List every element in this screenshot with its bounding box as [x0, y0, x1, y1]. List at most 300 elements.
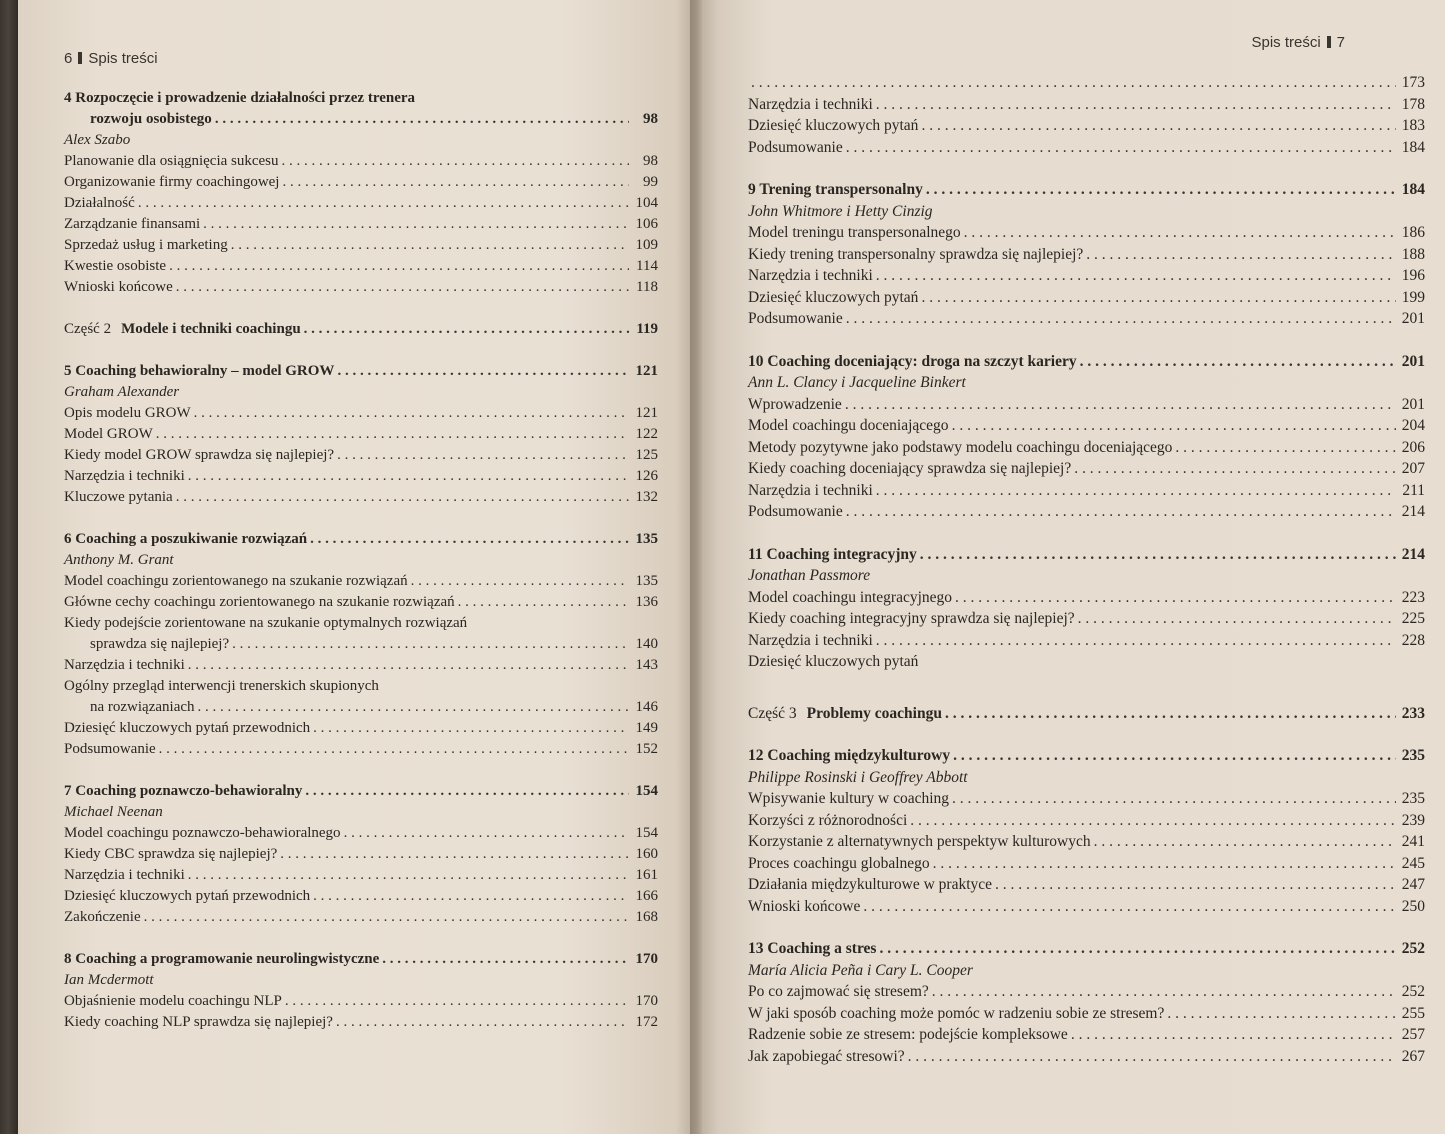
toc-entry-title: Działalność [64, 195, 135, 211]
toc-entry [64, 256, 658, 277]
chapter-entry [748, 544, 1425, 566]
toc-entry-title: Kwestie osobiste [64, 258, 167, 274]
toc-page-number: 121 [635, 363, 658, 379]
section-gap [64, 928, 658, 949]
toc-entry [64, 718, 658, 739]
section-gap [748, 673, 1425, 703]
toc-page-number: 135 [635, 573, 658, 589]
toc-entry [64, 571, 658, 592]
toc-entry-title: Proces coachingu globalnego [748, 854, 930, 872]
toc-page-number: 126 [635, 468, 658, 484]
dot-leader [159, 739, 629, 760]
dot-leader [995, 874, 1396, 896]
toc-page-number: 119 [636, 321, 658, 337]
toc-entry-title: Problemy coachingu [806, 704, 942, 722]
toc-page-number: 98 [643, 111, 658, 127]
chapter-entry [64, 781, 658, 802]
toc-entry [748, 394, 1425, 416]
dot-leader [176, 487, 629, 508]
dot-leader [952, 415, 1396, 437]
dot-leader [411, 571, 629, 592]
toc-entry-title: Narzędzia i techniki [64, 468, 185, 484]
section-gap [64, 508, 658, 529]
toc-entry-title: 5 Coaching behawioralny – model GROW [64, 363, 335, 379]
toc-entry-title: 8 Coaching a programowanie neurolingwistyczne [64, 951, 380, 967]
toc-page-number: 199 [1401, 288, 1425, 306]
dot-leader [846, 137, 1396, 159]
toc-entry [64, 445, 658, 466]
section-gap [748, 724, 1425, 745]
section-gap [64, 760, 658, 781]
toc-entry-title: Podsumowanie [748, 310, 843, 327]
dot-leader [920, 544, 1396, 566]
toc-page-number: 172 [635, 1014, 658, 1030]
toc-page-number: 184 [1401, 181, 1425, 198]
toc-entry [64, 235, 658, 256]
toc-entry-title: Działania międzykulturowe w praktyce [748, 876, 993, 893]
toc-entry [748, 981, 1425, 1003]
dot-leader [304, 319, 629, 340]
toc-entry [748, 415, 1425, 437]
toc-entry [64, 1012, 658, 1033]
toc-entry-title: Kiedy CBC sprawdza się najlepiej? [64, 846, 278, 862]
right-page [696, 0, 1445, 1134]
toc-entry [748, 608, 1425, 630]
chapter-author: Anthony M. Grant [64, 552, 174, 568]
toc-entry [748, 72, 1425, 94]
toc-page-number: 239 [1401, 811, 1425, 829]
toc-entry [64, 739, 658, 760]
toc-entry [748, 137, 1425, 159]
toc-entry-title: Zakończenie [64, 909, 141, 925]
toc-page-number: 121 [635, 405, 658, 421]
toc-page-number: 154 [635, 783, 658, 799]
dot-leader [188, 655, 629, 676]
toc-page-number: 149 [635, 720, 658, 736]
toc-entry [64, 424, 658, 445]
dot-leader [382, 949, 629, 970]
toc-entry [64, 403, 658, 424]
dot-leader [1167, 1003, 1396, 1025]
toc-page-number: 160 [635, 846, 658, 862]
section-gap [748, 523, 1425, 544]
toc-page-number: 247 [1401, 876, 1425, 893]
toc-entry [748, 244, 1425, 266]
toc-page-number: 106 [635, 216, 658, 232]
toc-page-number: 170 [635, 993, 658, 1009]
toc-entry [64, 277, 658, 298]
toc-entry [64, 865, 658, 886]
toc-entry [748, 874, 1425, 896]
toc-entry-title: Model treningu transpersonalnego [748, 224, 961, 241]
section-gap [64, 340, 658, 361]
chapter-entry [64, 949, 658, 970]
toc-entry-text: Ogólny przegląd interwencji trenerskich skupionych [64, 678, 379, 694]
toc-entry-title: Zarządzanie finansami [64, 216, 201, 232]
chapter-author: Ian Mcdermott [64, 972, 154, 988]
toc-entry-title: Podsumowanie [64, 741, 156, 757]
toc-entry-title: Korzyści z różnorodności [748, 811, 908, 829]
toc-entry-title: Kiedy trening transpersonalny sprawdza się najlepiej? [748, 245, 1084, 263]
toc-entry [64, 151, 658, 172]
dot-leader [156, 424, 629, 445]
toc-page-number: 235 [1401, 747, 1425, 764]
toc-entry-title: Narzędzia i techniki [748, 631, 873, 649]
separator-mark [1327, 36, 1331, 48]
toc-page-number: 178 [1401, 95, 1425, 113]
toc-entry [64, 697, 658, 718]
toc-page-number: 207 [1401, 460, 1425, 477]
toc-entry-title: Jak zapobiegać stresowi? [748, 1047, 905, 1065]
dot-leader [876, 480, 1396, 502]
dot-leader [285, 991, 629, 1012]
toc-page-number: 241 [1401, 833, 1425, 850]
dot-leader [344, 823, 629, 844]
toc-entry-title: Po co zajmować się stresem? [748, 983, 929, 1000]
toc-page-number: 252 [1401, 940, 1425, 957]
toc-entry-title: Modele i techniki coachingu [121, 321, 301, 337]
dot-leader [280, 844, 629, 865]
toc-entry [748, 115, 1425, 137]
toc-entry-title: Model GROW [64, 426, 153, 442]
toc-entry [748, 630, 1425, 652]
toc-entry-title: Narzędzia i techniki [748, 481, 873, 499]
dot-leader [926, 179, 1396, 201]
toc-entry-title: rozwoju osobistego [90, 111, 212, 127]
separator-mark [78, 52, 82, 64]
toc-page-number: 223 [1401, 588, 1425, 606]
dot-leader [337, 445, 629, 466]
toc-page-number: 98 [643, 153, 658, 169]
dot-leader [945, 703, 1396, 725]
toc-entry [748, 287, 1425, 309]
dot-leader [921, 287, 1396, 309]
toc-entry-title: Model coachingu zorientowanego na szukanie rozwiązań [64, 573, 408, 589]
book-gutter [690, 0, 702, 1134]
dot-leader [845, 394, 1396, 416]
toc-entry-title: Wnioski końcowe [64, 279, 173, 295]
toc-entry [748, 831, 1425, 853]
dot-leader [138, 193, 629, 214]
dot-leader [751, 72, 1396, 94]
toc-entry-title: Objaśnienie modelu coachingu NLP [64, 993, 282, 1009]
toc-page-number: 132 [635, 489, 658, 505]
toc-page-number: 245 [1401, 854, 1425, 872]
dot-leader [203, 214, 629, 235]
toc-entry-title: Wpisywanie kultury w coaching [748, 790, 950, 807]
toc-entry [748, 587, 1425, 609]
toc-entry-title: Narzędzia i techniki [748, 95, 873, 113]
toc-entry-text: Dziesięć kluczowych pytań [748, 653, 919, 670]
part-entry [64, 319, 658, 340]
dot-leader [188, 466, 629, 487]
dot-leader [933, 853, 1396, 875]
toc-entry-title: Dziesięć kluczowych pytań przewodnich [64, 720, 311, 736]
toc-entry [64, 193, 658, 214]
dot-leader [458, 592, 629, 613]
dot-leader [194, 403, 629, 424]
dot-leader [846, 501, 1396, 523]
chapter-author: Alex Szabo [64, 132, 131, 148]
chapter-author: Michael Neenan [64, 804, 163, 820]
dot-leader [1086, 244, 1396, 266]
toc-entry-title: Organizowanie firmy coachingowej [64, 174, 280, 190]
dot-leader [144, 907, 629, 928]
toc-page-number: 140 [635, 636, 658, 652]
toc-page-number: 211 [1402, 481, 1425, 499]
dot-leader [910, 810, 1396, 832]
toc-entry [64, 655, 658, 676]
toc-entry-text: Kiedy podejście zorientowane na szukanie optymalnych rozwiązań [64, 615, 468, 631]
toc-entry-title: 11 Coaching integracyjny [748, 545, 917, 563]
toc-entry [748, 1046, 1425, 1068]
toc-entry [748, 788, 1425, 810]
toc-page-number: 228 [1401, 631, 1425, 649]
dot-leader [863, 896, 1396, 918]
chapter-entry [748, 938, 1425, 960]
toc-page-number: 184 [1401, 138, 1425, 156]
toc-page-number: 188 [1401, 245, 1425, 263]
toc-page-number: 168 [635, 909, 658, 925]
dot-leader [188, 865, 629, 886]
toc-page-number: 214 [1401, 503, 1425, 520]
toc-page-number: 201 [1401, 395, 1425, 413]
toc-page-number: 99 [643, 174, 658, 190]
toc-entry-title: 6 Coaching a poszukiwanie rozwiązań [64, 531, 308, 547]
dot-leader [1175, 437, 1396, 459]
toc-entry-title: Dziesięć kluczowych pytań [748, 117, 919, 134]
toc-entry [748, 853, 1425, 875]
right-toc [748, 72, 1425, 1067]
dot-leader [336, 1012, 629, 1033]
toc-entry-title: 12 Coaching międzykulturowy [748, 747, 951, 764]
dot-leader [305, 781, 629, 802]
toc-page-number: 257 [1401, 1026, 1425, 1043]
chapter-title: 4 Rozpoczęcie i prowadzenie działalności przez trenera [64, 90, 416, 106]
toc-page-number: 201 [1401, 352, 1425, 370]
dot-leader [952, 788, 1396, 810]
toc-entry [748, 480, 1425, 502]
dot-leader [908, 1046, 1396, 1068]
chapter-author: Jonathan Passmore [748, 567, 871, 584]
dot-leader [876, 265, 1396, 287]
section-gap [748, 158, 1425, 179]
dot-leader [313, 718, 629, 739]
left-page [18, 0, 696, 1134]
toc-entry-title: Narzędzia i techniki [64, 867, 185, 883]
toc-entry [64, 172, 658, 193]
toc-entry [748, 437, 1425, 459]
dot-leader [921, 115, 1396, 137]
toc-entry [64, 466, 658, 487]
toc-entry [64, 214, 658, 235]
toc-page-number: 118 [636, 279, 658, 295]
toc-page-number: 206 [1401, 438, 1425, 456]
toc-entry [64, 823, 658, 844]
toc-entry-title: Kiedy coaching doceniający sprawdza się najlepiej? [748, 460, 1072, 477]
chapter-author: María Alicia Peña i Cary L. Cooper [748, 961, 973, 979]
toc-entry [64, 592, 658, 613]
dot-leader [337, 361, 629, 382]
right-running-title: Spis treści [1251, 34, 1321, 51]
dot-leader [953, 745, 1396, 767]
toc-entry-title: Metody pozytywne jako podstawy modelu coachingu doceniającego [748, 438, 1173, 456]
toc-entry [64, 634, 658, 655]
left-running-head [64, 50, 658, 88]
toc-entry-title: Główne cechy coachingu zorientowanego na szukanie rozwiązań [64, 594, 455, 610]
toc-entry-title: 10 Coaching doceniający: droga na szczyt kariery [748, 352, 1077, 370]
chapter-author: John Whitmore i Hetty Cinzig [748, 202, 933, 220]
part-number: Część 2 [64, 321, 112, 337]
dot-leader [169, 256, 629, 277]
toc-page-number: 135 [635, 531, 658, 547]
dot-leader [310, 529, 629, 550]
toc-entry-title: Wprowadzenie [748, 395, 842, 413]
toc-entry-title: 13 Coaching a stres [748, 940, 877, 957]
toc-entry [748, 810, 1425, 832]
toc-page-number: 114 [636, 258, 658, 274]
toc-entry [64, 907, 658, 928]
toc-entry-title: Kiedy coaching NLP sprawdza się najlepiej? [64, 1014, 333, 1030]
chapter-entry [64, 361, 658, 382]
toc-entry-title: Dziesięć kluczowych pytań przewodnich [64, 888, 311, 904]
toc-entry [748, 1003, 1425, 1025]
toc-entry [748, 222, 1425, 244]
toc-page-number: 186 [1401, 224, 1425, 241]
dot-leader [313, 886, 629, 907]
toc-page-number: 122 [635, 426, 658, 442]
toc-page-number: 154 [635, 825, 658, 841]
toc-entry-title: Wnioski końcowe [748, 897, 861, 915]
toc-page-number: 125 [635, 447, 658, 463]
toc-page-number: 214 [1401, 545, 1425, 563]
toc-entry [64, 844, 658, 865]
toc-page-number: 152 [635, 741, 658, 757]
toc-page-number: 109 [635, 237, 658, 253]
toc-entry [64, 886, 658, 907]
toc-entry-title: Radzenie sobie ze stresem: podejście kompleksowe [748, 1026, 1068, 1043]
dot-leader [231, 235, 629, 256]
toc-entry-title: W jaki sposób coaching może pomóc w radzeniu sobie ze stresem? [748, 1004, 1165, 1022]
toc-entry [748, 458, 1425, 480]
dot-leader [215, 109, 629, 130]
dot-leader [964, 222, 1396, 244]
chapter-entry [64, 529, 658, 550]
toc-entry-title: Podsumowanie [748, 503, 843, 520]
toc-entry-title: Korzystanie z alternatywnych perspektyw kulturowych [748, 833, 1091, 850]
part-entry [748, 703, 1425, 725]
dot-leader [876, 630, 1396, 652]
toc-entry-title: 9 Trening transpersonalny [748, 181, 923, 198]
toc-page-number: 255 [1401, 1004, 1425, 1022]
dot-leader [1074, 458, 1396, 480]
left-page-number: 6 [64, 50, 73, 67]
toc-page-number: 233 [1401, 704, 1425, 722]
section-gap [748, 917, 1425, 938]
toc-page-number: 204 [1401, 417, 1425, 434]
toc-page-number: 166 [635, 888, 658, 904]
part-number: Część 3 [748, 704, 797, 722]
toc-page-number: 201 [1401, 310, 1425, 327]
toc-page-number: 173 [1401, 74, 1425, 91]
dot-leader [198, 697, 629, 718]
section-gap [748, 330, 1425, 351]
toc-entry-title: Sprzedaż usług i marketing [64, 237, 228, 253]
dot-leader [232, 634, 629, 655]
toc-entry-title: Narzędzia i techniki [748, 267, 873, 284]
toc-page-number: 146 [635, 699, 658, 715]
toc-page-number: 161 [635, 867, 658, 883]
dot-leader [932, 981, 1396, 1003]
toc-page-number: 143 [635, 657, 658, 673]
toc-entry-title: Podsumowanie [748, 138, 843, 156]
toc-entry [748, 94, 1425, 116]
toc-entry [64, 487, 658, 508]
dot-leader [876, 94, 1396, 116]
dot-leader [846, 308, 1396, 330]
toc-entry-title: Kiedy coaching integracyjny sprawdza się najlepiej? [748, 610, 1075, 627]
chapter-author: Philippe Rosinski i Geoffrey Abbott [748, 768, 968, 786]
toc-page-number: 250 [1401, 897, 1425, 915]
chapter-entry [748, 745, 1425, 767]
dot-leader [1080, 351, 1396, 373]
right-page-number: 7 [1336, 34, 1345, 51]
left-toc [64, 88, 658, 1033]
toc-entry-title: Opis modelu GROW [64, 405, 191, 421]
dot-leader [1071, 1024, 1396, 1046]
toc-entry [748, 308, 1425, 330]
toc-entry-title: na rozwiązaniach [90, 699, 195, 715]
dot-leader [282, 151, 629, 172]
right-running-head [748, 34, 1425, 72]
toc-page-number: 136 [635, 594, 658, 610]
toc-page-number: 196 [1401, 267, 1425, 284]
toc-entry [748, 265, 1425, 287]
toc-entry-title: Kluczowe pytania [64, 489, 173, 505]
chapter-author: Ann L. Clancy i Jacqueline Binkert [748, 374, 966, 391]
toc-entry-title: sprawdza się najlepiej? [90, 636, 230, 652]
toc-page-number: 183 [1401, 117, 1425, 134]
toc-page-number: 252 [1401, 983, 1425, 1000]
toc-entry-title: Narzędzia i techniki [64, 657, 185, 673]
toc-entry-title: Kiedy model GROW sprawdza się najlepiej? [64, 447, 335, 463]
toc-page-number: 267 [1401, 1047, 1425, 1065]
toc-entry-title: Model coachingu doceniającego [748, 417, 949, 434]
toc-page-number: 225 [1401, 610, 1425, 627]
left-running-title: Spis treści [88, 50, 158, 67]
toc-entry-title: Model coachingu integracyjnego [748, 588, 953, 606]
toc-entry [748, 501, 1425, 523]
dot-leader [1094, 831, 1396, 853]
toc-page-number: 170 [635, 951, 658, 967]
toc-page-number: 104 [635, 195, 658, 211]
chapter-entry [64, 109, 658, 130]
toc-page-number: 235 [1401, 790, 1425, 807]
dot-leader [1078, 608, 1396, 630]
toc-entry [748, 896, 1425, 918]
toc-entry [748, 1024, 1425, 1046]
toc-entry-title: Model coachingu poznawczo-behawioralnego [64, 825, 341, 841]
toc-entry [64, 991, 658, 1012]
dot-leader [282, 172, 629, 193]
dot-leader [879, 938, 1396, 960]
chapter-author: Graham Alexander [64, 384, 180, 400]
chapter-entry [748, 179, 1425, 201]
dot-leader [955, 587, 1396, 609]
chapter-entry [748, 351, 1425, 373]
toc-entry-title: 7 Coaching poznawczo-behawioralny [64, 783, 303, 799]
dot-leader [176, 277, 629, 298]
